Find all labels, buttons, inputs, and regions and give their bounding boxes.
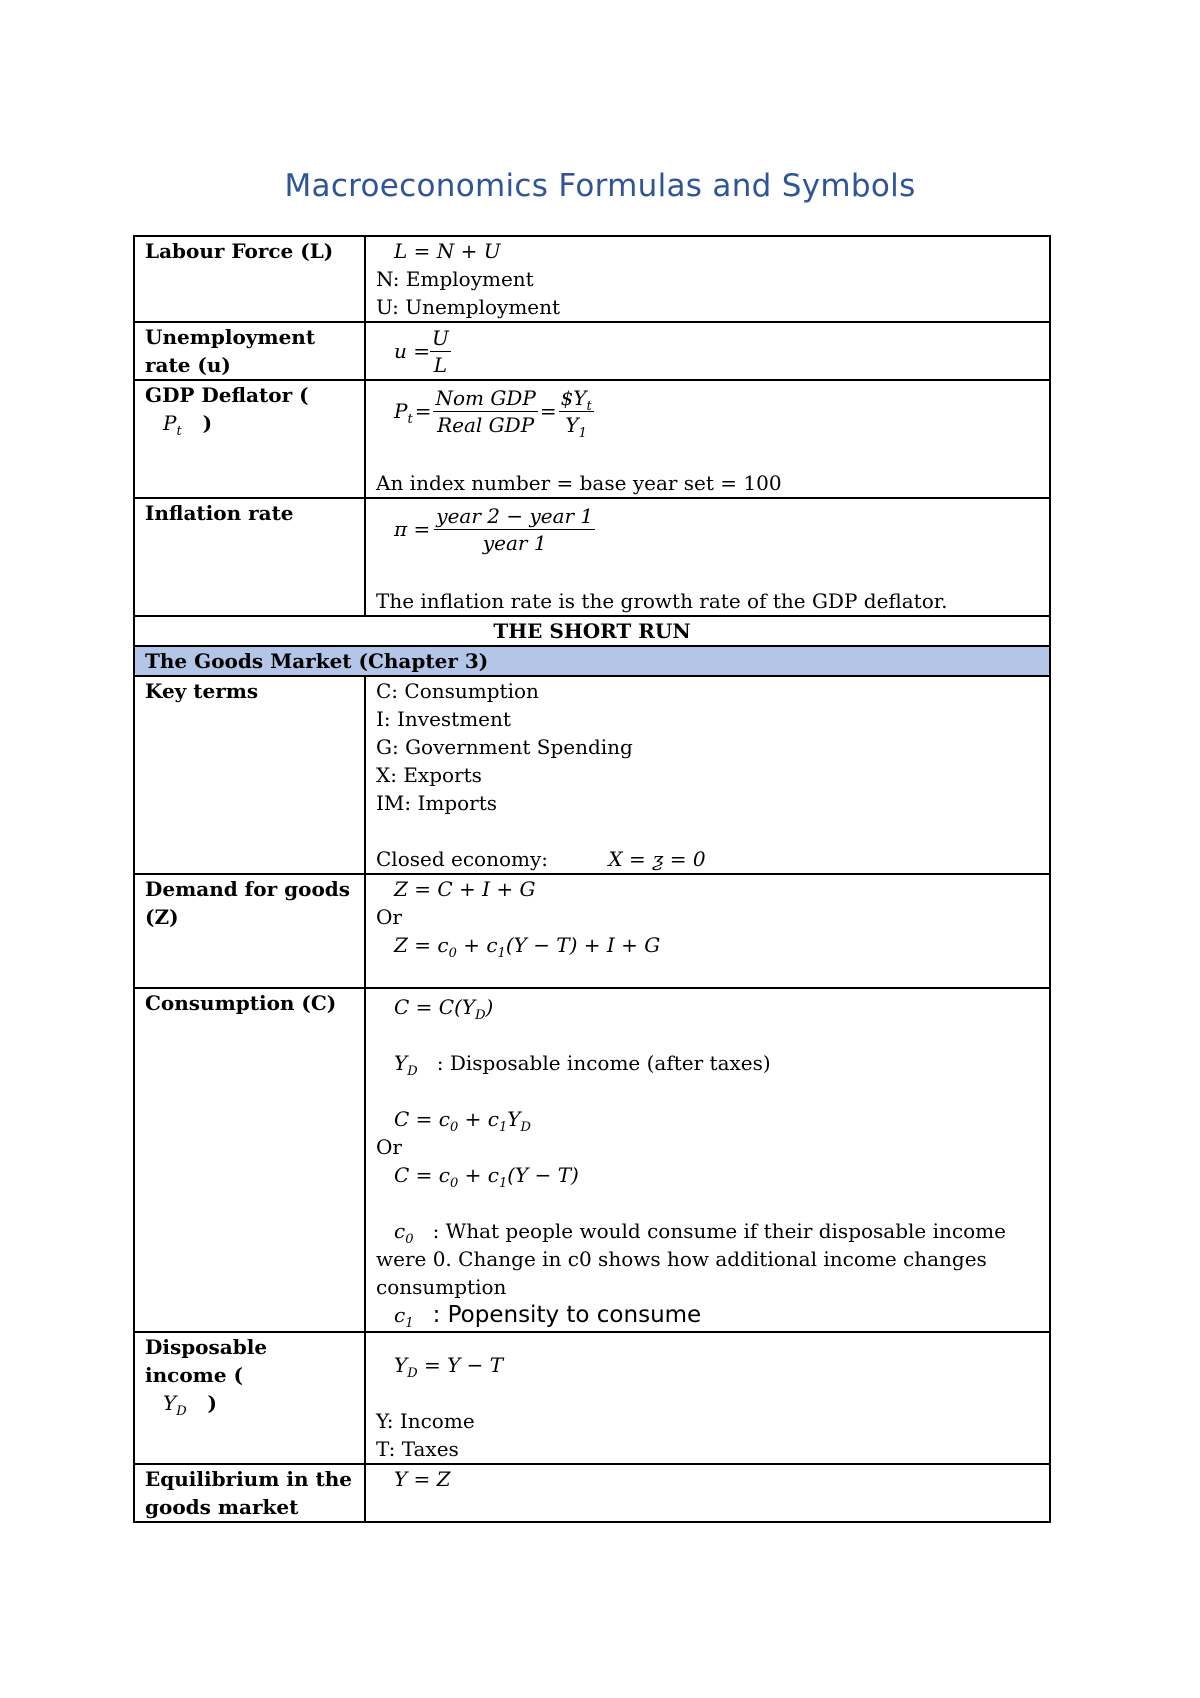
consumption-function-expanded: $C = c_0 + c_1(Y - T)$	[394, 1163, 579, 1191]
fraction: $\frac{U}{L}$	[432, 325, 449, 377]
table-row	[134, 616, 1050, 646]
row-label: Unemployment	[145, 325, 316, 349]
table-row	[134, 1464, 1050, 1522]
note-text: The inflation rate is the growth rate of the GDP deflator.	[376, 589, 948, 613]
table-row: Disposable income ( $Y_D$ ) $Y_D = Y - T$ Y: Income T: Taxes	[134, 1332, 1050, 1464]
note-text: An index number = base year set = 100	[376, 471, 782, 495]
list-item: X: Exports	[376, 763, 482, 787]
table-row	[134, 236, 1050, 322]
closed-economy: Closed economy: X = ƺ = 0	[376, 847, 706, 871]
consumption-formula: $C = C(Y_D)$	[394, 995, 494, 1023]
list-item: T: Taxes	[376, 1437, 459, 1461]
list-item: U: Unemployment	[376, 295, 561, 319]
table-row	[134, 322, 1050, 380]
row-label: Equilibrium in the	[145, 1467, 352, 1491]
fraction: $\frac{\$Y_t}{Y_1}$	[560, 385, 592, 441]
list-item: IM: Imports	[376, 791, 498, 815]
consumption-function: $C = c_0 + c_1Y_D$	[394, 1107, 531, 1135]
disposable-income-formula: $Y_D = Y - T$	[394, 1353, 504, 1381]
demand-formula: Z = C + I + G	[394, 877, 536, 901]
row-label: Labour Force (L)	[134, 236, 365, 322]
table-row: Demand for goods (Z) Z = C + I + G Or $Z = c_0 + c_1(Y - T) + I + G$	[134, 874, 1050, 988]
subsection-header: The Goods Market (Chapter 3)	[134, 646, 1050, 676]
table-row: GDP Deflator ( $P_t$ ) $P_t$ = $\frac{\text{Nom GDP}}{\text{Real GDP}}$ = $\frac{\$Y_t}{Y_1}$ An index number = base year set = 100	[134, 380, 1050, 498]
inflation-formula: π = $\frac{\text{year 2 − year 1}}{\text{year 1}}$	[394, 503, 594, 555]
fraction: $\frac{\text{Nom GDP}}{\text{Real GDP}}$	[435, 385, 536, 437]
formulas-table	[133, 235, 1051, 1523]
table-row: Consumption (C) $C = C(Y_D)$ $Y_D$ : Disposable income (after taxes) $C = c_0 + c_1Y_D$ Or $C = c_0 + c_1(Y - T)$ $c_0$ : What people would consume if their disposable income were 0. Change in c0 shows how additional income changes consumption $c_1$ : Popensity to consume	[134, 988, 1050, 1332]
gdp-deflator-formula: $P_t$ = $\frac{\text{Nom GDP}}{\text{Real GDP}}$ = $\frac{\$Y_t}{Y_1}$	[394, 385, 592, 441]
list-item: Y: Income	[376, 1409, 475, 1433]
section-header: THE SHORT RUN	[134, 616, 1050, 646]
list-item: C: Consumption	[376, 679, 539, 703]
page-title: Macroeconomics Formulas and Symbols	[284, 168, 916, 204]
c0-definition: $c_0$ : What people would consume if their disposable income were 0. Change in c0 shows how additional income changes consumption	[376, 1219, 1006, 1299]
labour-force-formula: L = N + U	[394, 239, 501, 263]
row-label: rate (u)	[145, 353, 231, 377]
row-label: Demand for goods	[145, 877, 351, 901]
row-label: Consumption (C)	[134, 988, 365, 1332]
c1-definition: $c_1$ : Popensity to consume	[394, 1302, 702, 1331]
table-row	[134, 498, 1050, 616]
row-label: Key terms	[134, 676, 365, 874]
fraction: $\frac{\text{year 2 − year 1}}{\text{year 1}}$	[436, 503, 594, 555]
disposable-income-definition: $Y_D$ : Disposable income (after taxes)	[394, 1051, 771, 1079]
table-row	[134, 676, 1050, 874]
row-label: Inflation rate	[134, 498, 365, 616]
list-item: I: Investment	[376, 707, 511, 731]
list-item: N: Employment	[376, 267, 534, 291]
unemployment-formula: u = $\frac{U}{L}$	[394, 325, 449, 377]
demand-formula-expanded: $Z = c_0 + c_1(Y - T) + I + G$	[394, 933, 661, 961]
table-row	[134, 646, 1050, 676]
row-label: (Z)	[145, 905, 179, 929]
row-label: GDP Deflator (	[145, 383, 309, 407]
list-item: G: Government Spending	[376, 735, 633, 759]
row-label: Disposable income (	[145, 1335, 268, 1387]
row-label: goods market	[145, 1495, 299, 1519]
equilibrium-formula: Y = Z	[394, 1467, 451, 1491]
